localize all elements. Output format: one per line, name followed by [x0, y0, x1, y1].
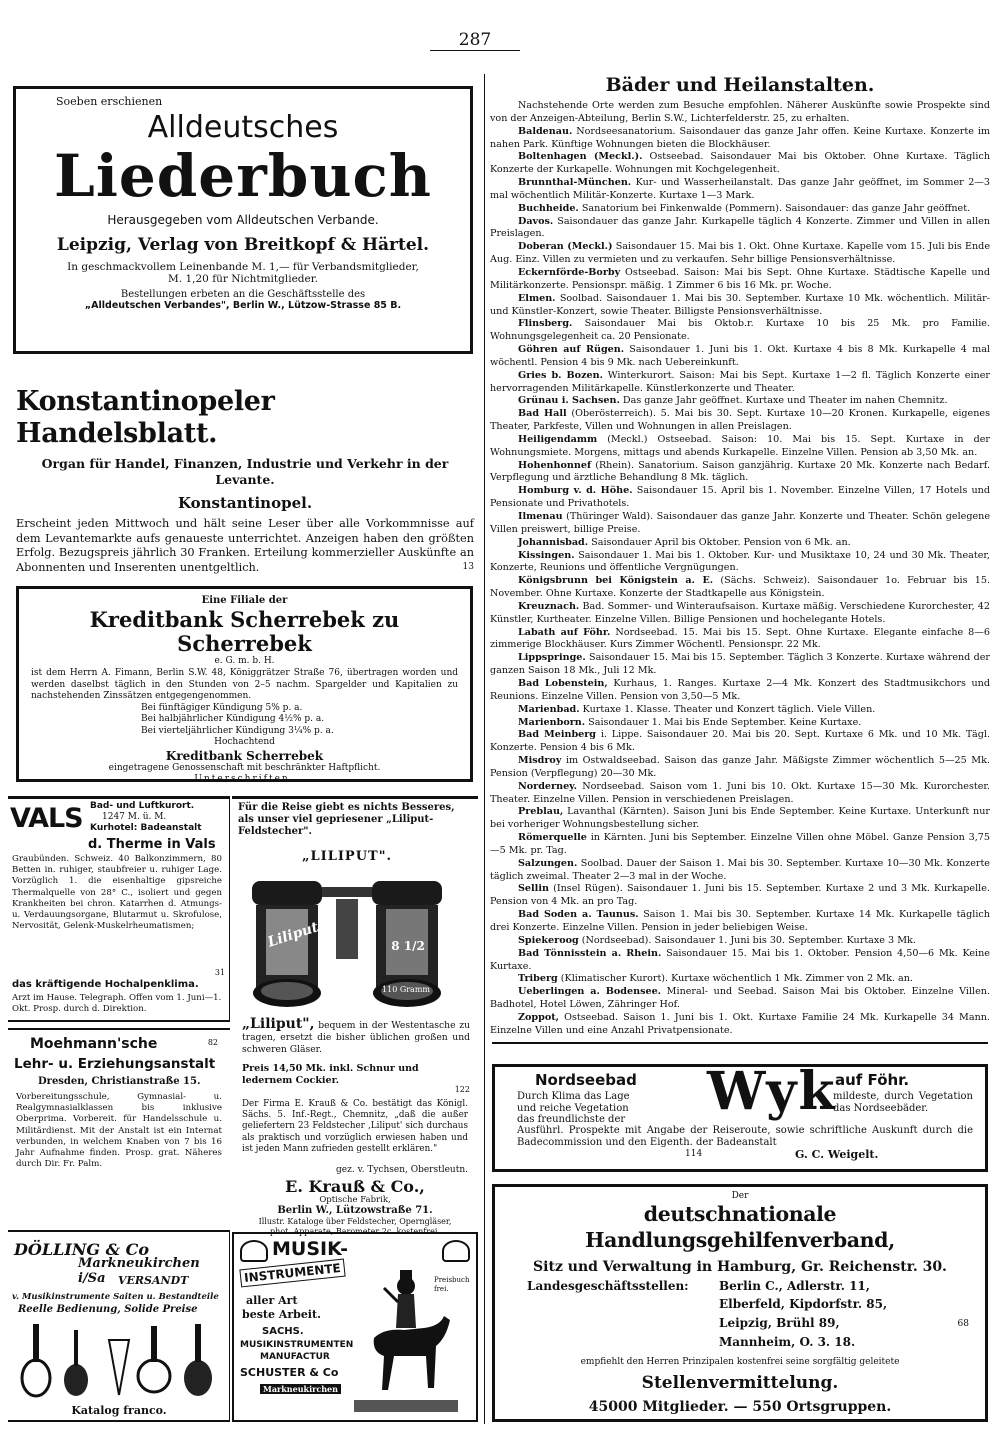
- handelsblatt-organ: Organ für Handel, Finanzen, Industrie und Verkehr in der Levante.: [41, 456, 449, 487]
- baeder-entry-name: Spiekeroog: [518, 934, 579, 946]
- schuster-ad: [232, 1232, 478, 1422]
- liederbuch-title1: Alldeutsches: [147, 110, 339, 145]
- baeder-entry: [490, 408, 990, 434]
- dhv-lg-label: Landesgeschäftsstellen:: [527, 1279, 689, 1293]
- liliput-glass-label: Liliput: [265, 919, 321, 951]
- doelling-versandt: VERSANDT: [118, 1274, 189, 1287]
- baeder-entry-text: Nordseebad. 15. Mai bis 15. Sept. Ohne Kurtaxe. Elegante einfache 8—6 zimmerige Blockhäuser. Kurs Zimmer Wöchentl. Pensionspr. 22 Mk.: [490, 626, 990, 651]
- wyk-left: Durch Klima das Lage und reiche Vegetation das freundlichste der: [517, 1091, 630, 1125]
- schuster-name: SCHUSTER & Co: [240, 1366, 339, 1379]
- baeder-entry: [490, 126, 990, 152]
- baeder-entry-name: Hohenhonnef: [518, 459, 592, 471]
- baeder-entry-name: Bad Hall: [518, 408, 567, 420]
- liliput-head: Für die Reise giebt es nichts Besseres, als unser viel gepriesener „Liliput-Feldstecher".: [238, 802, 455, 837]
- moehmann-body: Vorbereitungsschule, Gymnasial- u. Realgymnasialklassen bis inklusive Oberprima. Vorbereit. für Handelsschule u. Militärdienst. Mit der Anstalt ist ein Internat verbunden, in welchem Knaben von 7 bis 16 Jahr Aufnahme finden. Prosp. grat. Näheres durch Dir. Fr. Palm.: [16, 1092, 222, 1170]
- baeder-entry: [490, 267, 990, 293]
- baeder-entry-text: (Nordseebad). Saisondauer 1. Juni bis 30. September. Kurtaxe 3 Mk.: [581, 934, 916, 946]
- baeder-entry-text: Saisondauer 15. Mai bis 15. September. Täglich 3 Konzerte. Kurtaxe während der ganzen Saison 18 Mk., Juli 12 Mk.: [490, 652, 990, 677]
- baeder-entry-name: Marienborn.: [518, 716, 586, 728]
- liliput-body: [242, 1016, 470, 1055]
- moehmann-city: Dresden, Christianstraße 15.: [38, 1076, 201, 1087]
- baeder-entry-name: Ueberlingen a. Bodensee.: [518, 986, 662, 998]
- wyk-owner: G. C. Weigelt.: [795, 1148, 879, 1161]
- baeder-entry: [490, 806, 990, 832]
- wyk-num: 114: [685, 1149, 703, 1159]
- baeder-entry: [490, 177, 990, 203]
- vals-therme: d. Therme in Vals: [88, 837, 216, 852]
- vals-num: 31: [214, 968, 225, 977]
- baeder-entry-name: Marienbad.: [518, 703, 580, 715]
- liederbuch-title2: Liederbuch: [54, 142, 432, 210]
- liliput-body-text: bequem in der Westentasche zu tragen, ersetzt die bisher üblichen großen und schweren Gläser.: [242, 1020, 470, 1055]
- baeder-entry-text: (Insel Rügen). Saisondauer 1. Juni bis 15. September. Kurtaxe 2 und 3 Mk. Kurkapelle. Pension von 4 Mk. an pro Tag.: [490, 883, 990, 908]
- liliput-ad: [232, 796, 478, 1236]
- baeder-list: [490, 126, 990, 1038]
- instruments-image: [14, 1320, 224, 1402]
- baeder-entry-text: Saisondauer 15. April bis 1. November. Einzelne Villen, 17 Hotels und Pensionate und Privathotels.: [490, 485, 990, 510]
- baeder-entry: [490, 858, 990, 884]
- doelling-line: v. Musikinstrumente Saiten u. Bestandteile: [12, 1292, 219, 1302]
- baeder-entry-text: Saisondauer 1. Juni bis 1. Okt. Kurtaxe 4 bis 8 Mk. Kurkapelle 4 mal wöchentl. Pension 4 bis 9 Mk. nach Uebereinkunft.: [490, 344, 990, 368]
- kreditbank-title: Kreditbank Scherrebek zu Scherrebek: [89, 607, 400, 656]
- dhv-empf: empfiehlt den Herren Prinzipalen kostenfrei seine sorgfältig geleitete: [580, 1357, 900, 1367]
- schuster-beste: beste Arbeit.: [242, 1308, 321, 1321]
- kreditbank-sig2: eingetragene Genossenschaft mit beschränkter Haftpflicht.: [108, 762, 381, 773]
- baeder-entry-text: Saisondauer 15. Mai bis 1. Okt. Ohne Kurtaxe. Kapelle vom 15. Juli bis Ende Aug. Einz. Villen zu vermieten und zu verkaufen. Sehr billige Pensionsverhältnisse.: [490, 241, 990, 266]
- moehmann-num: 82: [207, 1038, 218, 1047]
- baeder-entry: [490, 151, 990, 177]
- baeder-entry: [490, 370, 990, 396]
- baeder-section: [490, 72, 990, 1036]
- baeder-entry: [490, 575, 990, 601]
- baeder-entry-text: im Ostwaldseebad. Saison das ganze Jahr. Mäßigste Zimmer wöchentlich 5—25 Mk. Pension (Verpflegung) 20—30 Mk.: [490, 755, 990, 779]
- schuster-place: Markneukirchen: [260, 1384, 341, 1394]
- baeder-entry: [490, 460, 990, 486]
- baeder-entry: [490, 203, 990, 216]
- baeder-entry-text: Das ganze Jahr geöffnet. Kurtaxe und Theater im nahen Chemnitz.: [622, 395, 948, 407]
- baeder-entry-name: Elmen.: [518, 292, 556, 304]
- baeder-entry: [490, 601, 990, 627]
- kreditbank-sub: e. G. m. b. H.: [214, 656, 275, 666]
- baeder-entry-name: Homburg v. d. Höhe.: [518, 485, 633, 497]
- schuster-manu2: MANUFACTUR: [260, 1352, 330, 1362]
- liliput-katalog: Illustr. Kataloge über Feldstecher, Operngläser, phot. Apparate, Barometer 2c. kostenfrei.: [258, 1217, 452, 1236]
- baeder-entry: [490, 627, 990, 653]
- handelsblatt-ad: [16, 386, 474, 576]
- baeder-entry: [490, 781, 990, 807]
- liederbuch-price1: In geschmackvollem Leinenbande M. 1,— für Verbandsmitglieder,: [67, 261, 419, 273]
- baeder-entry-text: Nordseebad. Saison vom 1. Juni bis 10. Okt. Kurtaxe 15—30 Mk. Kurorchester. Theater. Einzelne Villen. Pension in verschiedenen Preislagen.: [490, 780, 990, 805]
- baeder-entry-text: Soolbad. Saisondauer 1. Mai bis 30. September. Kurtaxe 10 Mk. wöchentlich. Militär- und Künstler-Konzert, sowie Theater. Billigste Pensionsverhältnisse.: [490, 292, 990, 317]
- liliput-num: 122: [454, 1085, 470, 1094]
- baeder-entry: [490, 485, 990, 511]
- baeder-entry: [490, 293, 990, 319]
- liederbuch-verlag: Leipzig, Verlag von Breitkopf & Härtel.: [56, 235, 430, 255]
- column-divider: [484, 74, 485, 1424]
- handelsblatt-num: 13: [462, 562, 474, 572]
- baeder-entry-text: (Oberösterreich). 5. Mai bis 30. Sept. Kurtaxe 10—20 Kronen. Kurkapelle, eigenes Theater, Parkfeste, Villen und Wohnungen in allen Preislagen.: [490, 408, 990, 433]
- baeder-entry-name: Salzungen.: [518, 857, 578, 869]
- baeder-entry-name: Bad Meinberg: [518, 729, 597, 741]
- vals-arzt: Arzt im Hause. Telegraph. Offen vom 1. Juni—1. Okt. Prosp. durch d. Direktion.: [12, 993, 222, 1014]
- baeder-entry: [490, 678, 990, 704]
- liliput-preis: Preis 14,50 Mk. inkl. Schnur und ledernem Cockier.: [242, 1063, 419, 1086]
- baeder-entry-name: Königsbrunn bei Königstein a. E.: [518, 575, 714, 587]
- wyk-ad: [492, 1061, 988, 1172]
- baeder-entry: [490, 704, 990, 717]
- baeder-entry: [490, 344, 990, 370]
- baeder-entry-name: Kissingen.: [518, 549, 575, 561]
- kreditbank-header: Eine Filiale der: [201, 595, 288, 606]
- vals-line1: Bad- und Luftkurort.: [90, 801, 195, 811]
- baeder-entry-text: Mineral- und Seebad. Saison Mai bis Oktober. Einzelne Villen. Badhotel, Hotel Löwen, Zähringer Hof.: [490, 986, 990, 1011]
- vals-header-right: [90, 801, 226, 834]
- baeder-entry-text: Saisondauer 1. Mai bis 1. Oktober. Kur- und Musiktaxe 10, 24 und 30 Mk. Theater, Konzerte, Reunions und öffentliche Vergnügungen.: [490, 549, 990, 574]
- baeder-entry: [490, 729, 990, 755]
- kreditbank-signature: Kreditbank Scherrebek: [165, 748, 324, 763]
- baeder-entry-name: Buchheide.: [518, 202, 579, 214]
- baeder-intro: Nachstehende Orte werden zum Besuche empfohlen. Näherer Auskünfte sowie Prospekte sind von der Anzeigen-Abteilung, Berlin S.W., Lichterfelderstr. 25, zu erhalten.: [490, 100, 990, 124]
- kreditbank-body: ist dem Herrn A. Fimann, Berlin S.W. 48, Königgrätzer Straße 76, übertragen worden und werden daselbst täglich in den Stunden von 2–5 nachm. Spargelder und Kapitalien zu nachstehenden Zinssätzen entgegengenommen.: [31, 668, 458, 701]
- baeder-entry-text: Kurtaxe 1. Klasse. Theater und Konzert täglich. Viele Villen.: [582, 703, 876, 715]
- baeder-entry: [490, 1012, 990, 1038]
- liliput-addr: Berlin W., Lützowstraße 71.: [277, 1205, 433, 1216]
- liliput-gez: gez. v. Tychsen, Oberstleutn.: [336, 1165, 468, 1175]
- dhv-lg-0: Berlin C., Adlerstr. 11,: [719, 1279, 870, 1293]
- baeder-entry: [490, 652, 990, 678]
- baeder-entry: [490, 935, 990, 948]
- baeder-entry-text: Saisondauer 1. Mai bis Ende September. Keine Kurtaxe.: [588, 716, 862, 728]
- liliput-glass-grams: 110 Gramm: [382, 985, 430, 994]
- vals-logo: VALS: [10, 803, 83, 834]
- baeder-entry: [490, 550, 990, 576]
- dhv-num: 68: [957, 1319, 969, 1329]
- baeder-entry-name: Boltenhagen (Meckl.).: [518, 151, 643, 163]
- wyk-body: Ausführl. Prospekte mit Angabe der Reiseroute, sowie schriftliche Auskunft durch die Badecommission und den Eigenth. der Badeanstalt: [517, 1125, 973, 1148]
- baeder-entry-name: Doberan (Meckl.): [518, 241, 613, 253]
- liliput-body-name: „Liliput",: [242, 1016, 315, 1032]
- baeder-entry-name: Lippspringe.: [518, 652, 586, 664]
- baeder-entry: [490, 395, 990, 408]
- baeder-entry-name: Triberg: [518, 973, 558, 985]
- dhv-ad: [492, 1184, 988, 1422]
- baeder-entry-name: Römerquelle: [518, 832, 587, 844]
- baeder-entry-text: (Meckl.) Ostseebad. Saison: 10. Mai bis 15. Sept. Kurtaxe in der Wohnungsmiete. Morgens, mittags und abends Kurkapelle. Einzelne Villen. Pension ab 3,50 Mk. an.: [490, 433, 990, 458]
- baeder-entry-name: Bad Tönnisstein a. Rhein.: [518, 947, 662, 959]
- liliput-zeugnis: Der Firma E. Krauß & Co. bestätigt das Königl. Sächs. 5. Inf.-Regt., Chemnitz, „daß die außer geliefertern 23 Feldstecher ‚Liliput' sich durchaus als praktisch und vorzüglich erwiesen haben und ist jeden Mann zufrieden gestellt erklären.": [242, 1099, 468, 1154]
- liederbuch-ad: [13, 86, 473, 354]
- baeder-entry-name: Eckernförde-Borby: [518, 266, 621, 278]
- baeder-entry-name: Grünau i. Sachsen.: [518, 395, 620, 407]
- baeder-entry: [490, 241, 990, 267]
- crown-icon: [240, 1240, 268, 1262]
- baeder-entry: [490, 948, 990, 974]
- baeder-entry-name: Labath auf Föhr.: [518, 626, 611, 638]
- moehmann-ad: [8, 1028, 230, 1228]
- baeder-entry-text: (Rhein). Sanatorium. Saison ganzjährig. Kurtaxe 20 Mk. Konzerte nach Bedarf. Verpflegung und ärztliche Behandlung 8 Mk. täglich.: [490, 459, 990, 484]
- baeder-entry-name: Ilmenau: [518, 511, 563, 522]
- liliput-firm: E. Krauß & Co.,: [285, 1177, 425, 1196]
- baeder-entry-name: Brunnthal-München.: [518, 177, 632, 189]
- header-rule: [430, 50, 520, 51]
- baeder-entry-text: Saisondauer April bis Oktober. Pension von 6 Mk. an.: [591, 536, 851, 548]
- liliput-glass-num: 8 1/2: [391, 939, 425, 953]
- baeder-entry-name: Kreuznach.: [518, 600, 580, 612]
- vals-ad: [8, 796, 230, 1022]
- baeder-entry-name: Baldenau.: [518, 125, 573, 137]
- liederbuch-price2: M. 1,20 für Nichtmitglieder.: [168, 273, 318, 285]
- baeder-entry-text: Kurhaus, 1. Ranges. Kurtaxe 2—4 Mk. Konzert des Stadtmusikchors und Reunions. Einzelne Villen. Pension von 3,50—5 Mk.: [490, 677, 990, 702]
- doelling-ad: [8, 1230, 230, 1422]
- baeder-entry: [490, 318, 990, 344]
- baeder-entry-name: Bad Lobenstein,: [518, 677, 608, 689]
- baeder-entry-name: Flinsberg.: [518, 318, 573, 330]
- dhv-lg-1: Elberfeld, Kipdorfstr. 85,: [719, 1297, 888, 1311]
- baeder-entry-text: Kur- und Wasserheilanstalt. Das ganze Jahr geöffnet, im Sommer 2—3 mal wöchentlich Militär-Konzerte. Kurtaxe 1—3 Mark.: [490, 177, 990, 201]
- dhv-sitz: Sitz und Verwaltung in Hamburg, Gr. Reichenstr. 30.: [533, 1259, 947, 1275]
- baeder-entry-text: Ostseebad. Saisondauer Mai bis Oktober. Ohne Kurtaxe. Täglich Konzerte der Kurkapelle. Wohnungen mit Kochgelegenheit.: [490, 151, 990, 176]
- handelsblatt-city: Konstantinopel.: [177, 494, 313, 512]
- baeder-entry-text: Ostseebad. Saison: Mai bis Sept. Ohne Kurtaxe. Städtische Kapelle und Militärkonzerte. Pensionspr. mäßig. 1 Zimmer 6 bis 16 Mk. pr. Woche.: [490, 266, 990, 291]
- moehmann-title: Moehmann'sche: [30, 1036, 158, 1052]
- baeder-entry-text: (Sächs. Schweiz). Saisondauer 1o. Februar bis 15. November. Ohne Kurtaxe. Konzerte der Stadtkapelle aus Königstein.: [490, 575, 990, 600]
- schuster-preisbuch: Preisbuch frei.: [434, 1276, 470, 1293]
- wyk-right: mildeste, durch Vegetation das Nordseebäder.: [833, 1091, 973, 1114]
- doelling-reelle: Reelle Bedienung, Solide Preise: [18, 1304, 198, 1315]
- dhv-mitglieder: 45000 Mitglieder. — 550 Ortsgruppen.: [588, 1399, 892, 1415]
- baeder-entry-name: Davos.: [518, 215, 554, 227]
- baeder-entry: [490, 883, 990, 909]
- liliput-firm2: Optische Fabrik,: [319, 1195, 391, 1205]
- baeder-entry: [490, 434, 990, 460]
- doelling-place: Markneukirchen i/Sa: [78, 1256, 200, 1286]
- baeder-entry-name: Johannisbad.: [518, 536, 589, 548]
- wyk-nordseebad: Nordseebad: [535, 1071, 637, 1089]
- baeder-entry: [490, 755, 990, 781]
- dhv-title: deutschnationale Handlungsgehilfenverband,: [585, 1202, 895, 1252]
- baeder-entry-text: (Klimatischer Kurort). Kurtaxe wöchentlich 1 Mk. Zimmer von 2 Mk. an.: [560, 973, 913, 985]
- baeder-entry-name: Norderney.: [518, 780, 577, 792]
- baeder-entry: [490, 909, 990, 935]
- baeder-entry-text: Lavanthal (Kärnten). Saison Juni bis Ende September. Keine Kurtaxe. Unterkunft nur bei vorheriger Wohnungsbestellung sicher.: [490, 806, 990, 831]
- baeder-bottom-rule: [492, 1042, 988, 1044]
- vals-klima: das kräftigende Hochalpenklima.: [12, 979, 199, 990]
- baeder-entry-text: Soolbad. Dauer der Saison 1. Mai bis 30. September. Kurtaxe 10—30 Mk. Konzerte täglich zweimal. Theater 2—3 mal in der Woche.: [490, 857, 990, 882]
- soeben-label: Soeben erschienen: [56, 95, 163, 108]
- baeder-entry-name: Heiligendamm: [518, 433, 598, 445]
- baeder-entry-text: Nordseesanatorium. Saisondauer das ganze Jahr offen. Keine Kurtaxe. Konzerte im nahen Park. Künftige Wohnungen bieten die Blockhäuser.: [490, 125, 990, 150]
- page-number: 287: [458, 30, 492, 50]
- moehmann-title2: Lehr- u. Erziehungsanstalt: [14, 1056, 216, 1072]
- baeder-entry-name: Bad Soden a. Taunus.: [518, 909, 639, 921]
- baeder-entry-text: Saisondauer Mai bis Oktob.r. Kurtaxe 10 bis 25 Mk. pro Familie. Wohnungsgelegenheit ca. 20 Pensionate.: [490, 318, 990, 343]
- kreditbank-hochachtend: Hochachtend: [214, 737, 275, 747]
- baeder-entry-name: Sellin: [518, 883, 549, 895]
- handelsblatt-title: Konstantinopeler Handelsblatt.: [16, 386, 275, 449]
- schuster-aller: aller Art: [246, 1294, 298, 1307]
- baeder-entry: [490, 717, 990, 730]
- baeder-entry-text: Sanatorium bei Finkenwalde (Pommern). Saisondauer: das ganze Jahr geöffnet.: [581, 202, 971, 214]
- doelling-katalog: Katalog franco.: [71, 1404, 167, 1417]
- baeder-entry-text: in Kärnten. Juni bis September. Einzelne Villen ohne Möbel. Ganze Pension 3,75—5 Mk. pr. Tag.: [490, 832, 990, 856]
- liliput-brand: „LILIPUT".: [302, 849, 393, 864]
- liederbuch-order1: Bestellungen erbeten an die Geschäftsstelle des: [120, 289, 366, 300]
- horse-rider-image: [354, 1268, 458, 1418]
- baeder-entry-text: Bad. Sommer- und Winteraufsaison. Kurtaxe mäßig. Verschiedene Kurorchester, 42 Künstler, Kurtheater. Einzelne Villen. Billige Pensionen und hochelegante Hotels.: [490, 600, 990, 625]
- baeder-title: Bäder und Heilanstalten.: [605, 74, 875, 96]
- handelsblatt-body: Erscheint jeden Mittwoch und hält seine Leser über alle Vorkommnisse auf dem Levantemarkte aufs genaueste unterrichtet. Anzeigen haben den größten Erfolg. Bezugspreis jährlich 30 Franken. Erteilung kommerzieller Auskünfte an Abonnenten und Inserenten unentgeltlich.: [16, 517, 474, 574]
- baeder-entry: [490, 973, 990, 986]
- schuster-manu1: MUSIKINSTRUMENTEN: [240, 1340, 354, 1350]
- kreditbank-unterschriften: Unterschriften.: [194, 774, 295, 784]
- kreditbank-rate2: Bei halbjährlicher Kündigung 4½% p. a.: [141, 714, 325, 724]
- vals-line3: Kurhotel: Badeanstalt: [90, 823, 202, 833]
- baeder-entry: [490, 216, 990, 242]
- baeder-entry: [490, 511, 990, 537]
- kreditbank-rate3: Bei vierteljährlicher Kündigung 3¼% p. a.: [141, 725, 334, 736]
- baeder-entry: [490, 986, 990, 1012]
- wyk-wyk: Wyk: [707, 1061, 837, 1122]
- baeder-entry-text: (Thüringer Wald). Saisondauer das ganze Jahr. Konzerte und Theater. Schön gelegene Villen preiswert, billige Preise.: [490, 511, 990, 535]
- baeder-entry-name: Misdroy: [518, 755, 562, 767]
- baeder-entry-name: Göhren auf Rügen.: [518, 344, 625, 356]
- baeder-entry-text: Saison 1. Mai bis 30. September. Kurtaxe 14 Mk. Kurkapelle täglich drei Konzerte. Einzelne Villen. Pension in jeder beliebigen Weise.: [490, 909, 990, 933]
- doelling-name: DÖLLING & Co: [14, 1240, 150, 1259]
- baeder-entry-name: Preblau,: [518, 806, 564, 818]
- vals-body: Graubünden. Schweiz. 40 Balkonzimmern, 80 Betten in. ruhiger, staubfreier u. ruhiger Lage. Vorzüglich 1. die eisenhaltige gipsreiche Thermalquelle von 28° C., isoliert und gegen Krankheiten bei chron. Katarrhen d. Atmungs- u. Verdauungsorgane, Blutarmut u. Skrofulose, Nervosität, Gelenk-Muskelrheumatismen;: [12, 854, 222, 932]
- baeder-entry-text: Saisondauer 15. Mai bis 1. Oktober. Pension 4,50—6 Mk. Keine Kurtaxe.: [490, 947, 990, 972]
- liederbuch-order2: „Alldeutschen Verbandes", Berlin W., Lützow-Strasse 85 B.: [84, 300, 402, 311]
- vals-line2: 1247 M. ü. M.: [102, 812, 167, 822]
- baeder-entry-name: Gries b. Bozen.: [518, 369, 603, 381]
- schuster-instrumente: INSTRUMENTE: [239, 1259, 345, 1288]
- baeder-entry-text: Saisondauer das ganze Jahr. Kurkapelle täglich 4 Konzerte. Zimmer und Villen in allen Preislagen.: [490, 215, 990, 240]
- dhv-lg-2: Leipzig, Brühl 89,: [719, 1316, 840, 1330]
- baeder-entry-text: i. Lippe. Saisondauer 20. Mai bis 20. Sept. Kurtaxe 6 Mk. und 10 Mk. Tägl. Konzerte. Pension 4 bis 6 Mk.: [490, 729, 990, 754]
- dhv-landesgeschaeftsstellen: [511, 1279, 969, 1357]
- baeder-entry: [490, 832, 990, 858]
- schuster-sachs: SACHS.: [262, 1326, 304, 1337]
- schuster-musik: MUSIK-: [272, 1238, 349, 1260]
- baeder-entry-text: Ostseebad. Saison 1. Juni bis 1. Okt. Kurtaxe Familie 24 Mk. Kurkapelle 34 Mann. Einzelne Villen und eine Anzahl Privatpensionate.: [490, 1011, 990, 1036]
- baeder-entry-text: Winterkurort. Saison: Mai bis Sept. Kurtaxe 1—2 fl. Täglich Konzerte einer hervorragenden Militärkapelle. Künstlerkonzerte und Theater.: [490, 369, 990, 394]
- crown-icon-right: [442, 1240, 470, 1262]
- baeder-entry-name: Zoppot,: [518, 1011, 559, 1023]
- wyk-foehr: auf Föhr.: [835, 1071, 910, 1089]
- kreditbank-ad: [16, 586, 473, 782]
- dhv-stellen: Stellenvermittelung.: [641, 1373, 839, 1393]
- liederbuch-hrsg: Herausgegeben vom Alldeutschen Verbande.: [107, 213, 379, 227]
- dhv-lg-3: Mannheim, O. 3. 18.: [719, 1335, 856, 1349]
- baeder-entry: [490, 537, 990, 550]
- dhv-der: Der: [731, 1191, 749, 1201]
- kreditbank-rate1: Bei fünftägiger Kündigung 5% p. a.: [141, 702, 303, 713]
